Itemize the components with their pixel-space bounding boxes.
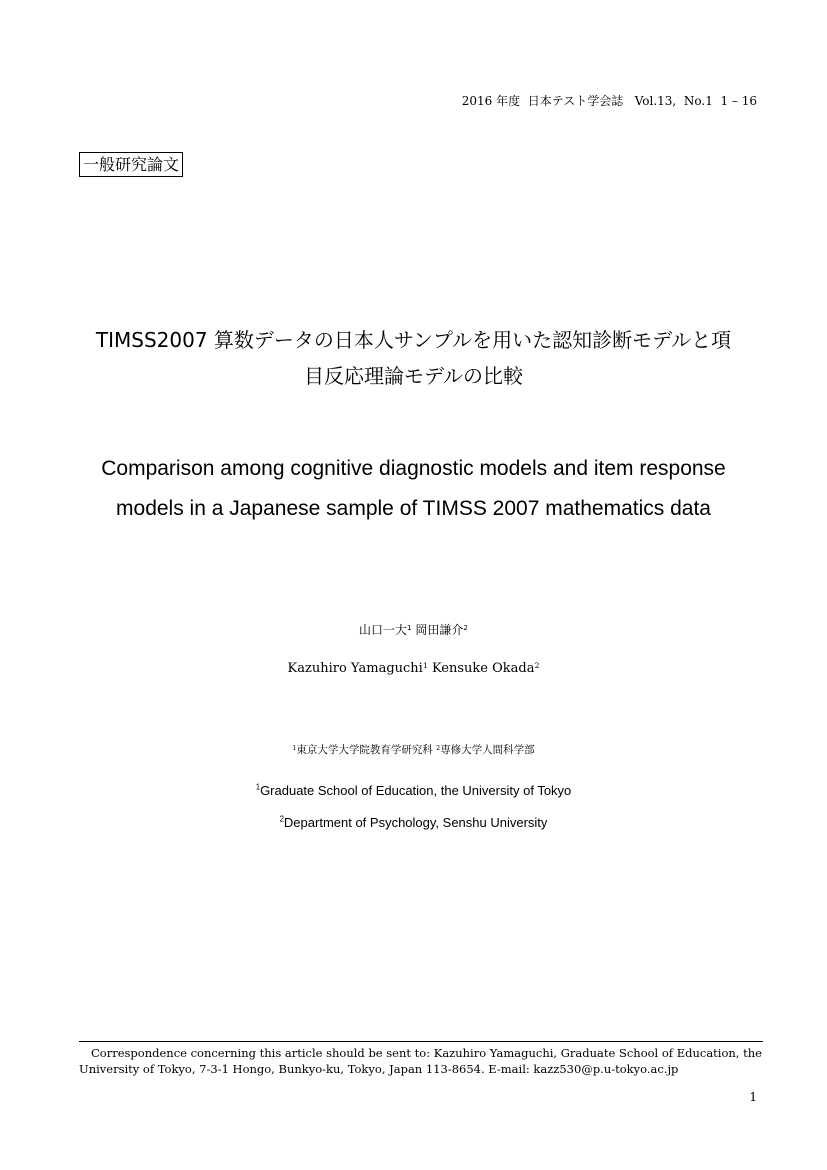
affiliation-2-japanese: 専修大学人間科学部 (440, 744, 535, 756)
english-title (0, 449, 827, 529)
author-1-english-mark: 1 (422, 661, 428, 671)
affiliation-2-english-mark: 2 (279, 814, 284, 824)
english-authors (0, 661, 827, 676)
affiliation-1-english-mark: 1 (255, 782, 261, 792)
affiliation-1-japanese-mark: 1 (292, 744, 297, 752)
article-category-label: 一般研究論文 (79, 152, 183, 177)
japanese-authors (0, 621, 827, 638)
english-affiliation-2 (0, 815, 827, 830)
author-1-english: Kazuhiro Yamaguchi (287, 661, 423, 676)
japanese-title (0, 322, 827, 394)
affiliation-1-japanese: 東京大学大学院教育学研究科 (296, 744, 433, 756)
japanese-title-line-1: TIMSS2007 算数データの日本人サンプルを用いた認知診断モデルと項 (95, 328, 732, 352)
author-2-english: Kensuke Okada (431, 661, 535, 676)
page-number: 1 (749, 1090, 757, 1104)
author-1-japanese: 山口一大 (358, 623, 407, 637)
english-title-line-2: models in a Japanese sample of TIMSS 2007 mathematics data (116, 497, 711, 520)
author-2-japanese: 岡田謙介 (415, 623, 464, 637)
correspondence-footnote: Correspondence concerning this article should be sent to: Kazuhiro Yamaguchi, Graduate School of Education, the University of Tokyo, 7-3-1 Hongo, Bunkyo-ku, Tokyo, Japan 113-8654. E-mail: kazz530@p.u-tokyo.ac.jp (79, 1046, 762, 1076)
affiliation-1-english: Graduate School of Education, the University of Tokyo (260, 783, 572, 798)
japanese-affiliations (0, 742, 827, 757)
japanese-title-line-2: 目反応理論モデルの比較 (304, 364, 523, 388)
affiliation-2-japanese-mark: 2 (436, 744, 441, 752)
footnote-divider (79, 1041, 763, 1042)
english-affiliation-1 (0, 783, 827, 798)
english-title-line-1: Comparison among cognitive diagnostic models and item response (101, 457, 726, 480)
author-2-english-mark: 2 (534, 661, 540, 671)
running-header: 2016 年度 日本テスト学会誌 Vol.13, No.1 1 – 16 (461, 94, 757, 108)
author-2-japanese-mark: 2 (463, 623, 468, 633)
author-1-japanese-mark: 1 (407, 623, 412, 633)
affiliation-2-english: Department of Psychology, Senshu University (283, 815, 548, 830)
